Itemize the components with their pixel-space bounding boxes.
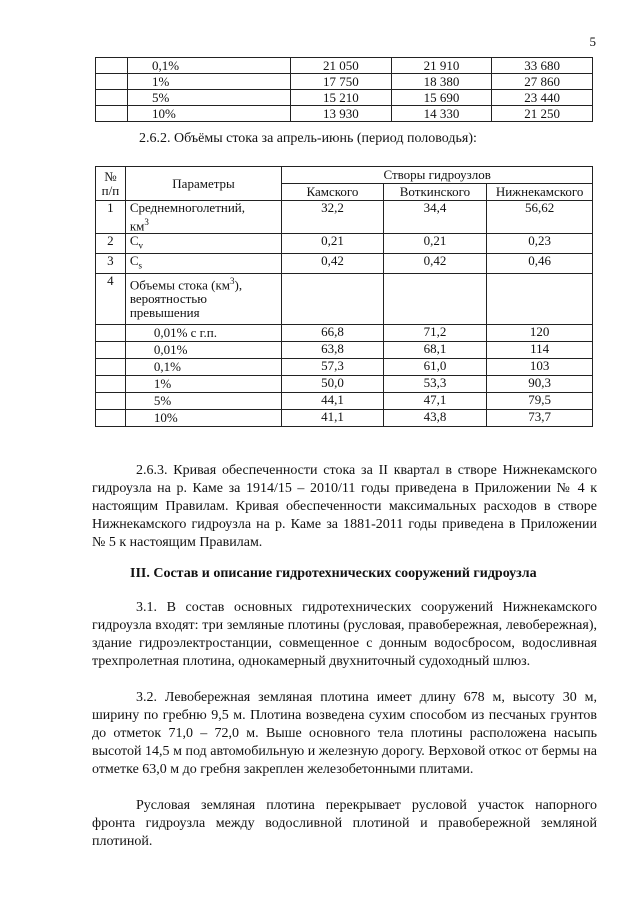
table-row: 0,01% с г.п. 66,8 71,2 120 — [96, 324, 593, 341]
table-row: 10% 41,1 43,8 73,7 — [96, 409, 593, 426]
paragraph-3-2: 3.2. Левобережная земляная плотина имеет длину 678 м, высоту 30 м, ширину по гребню 9,5 м. Плотина возведена сухим способом из песчаных грунтов до отметок 71,0 – 72,0 м. Выше основного тела плотины расположена насыпь высотой 14,5 м под автомобильную и железную дорогу. Верховой откос от бермы на отметке 63,0 м до гребня закреплен железобетонными плитами. — [92, 690, 597, 777]
table-row: 0,01% 63,8 68,1 114 — [96, 341, 593, 358]
table-row: 0,1% 21 050 21 910 33 680 — [96, 58, 593, 74]
header-kamsky: Камского — [282, 184, 383, 201]
paragraph-channel-dam: Русловая земляная плотина перекрывает русловой участок напорного фронта гидроузла между водосливной плотиной и правобережной земляной плотиной. — [92, 798, 597, 849]
param-cs: $C_s$ — [125, 253, 281, 273]
table-row: 1% 17 750 18 380 27 860 — [96, 74, 593, 90]
table-row: 5% 44,1 47,1 79,5 — [96, 392, 593, 409]
table-caption-spring-flood: 2.6.2. Объёмы стока за апрель-июнь (период половодья): — [139, 131, 477, 146]
header-votkinsky: Воткинского — [383, 184, 487, 201]
runoff-volume-table — [95, 166, 593, 427]
paragraph-3-1: 3.1. В состав основных гидротехнических сооружений Нижнекамского гидроузла входят: три земляные плотины (русловая, правобережная, левобережная), здание гидроэлектростанции, совмещенное с донным водосбросом, водосливная трехпролетная плотина, однокамерный двухниточный судоходный шлюз. — [92, 600, 597, 669]
page-number: 5 — [589, 34, 596, 49]
paragraph-2-6-3: 2.6.3. Кривая обеспеченности стока за II квартал в створе Нижнекамского гидроузла на р. Каме за 1914/15 – 2010/11 годы приведена в Приложении № 4 к настоящим Правилам. Кривая обеспеченности максимальных расходов в створе Нижнекамского гидроузла на р. Каме за 1881-2011 годы приведена в Приложении № 5 к настоящим Правилам. — [92, 463, 597, 550]
header-parameters: Параметры — [125, 167, 281, 201]
param-mean-annual: Среднемноголетний, $км^3$ — [125, 201, 281, 234]
table-row: 1% 50,0 53,3 90,3 — [96, 375, 593, 392]
param-runoff-volumes: Объемы стока $(км^3)$, вероятностью превышения — [125, 273, 281, 324]
table-row: 5% 15 210 15 690 23 440 — [96, 90, 593, 106]
table-row: 3 $C_s$ 0,42 0,42 0,46 — [96, 253, 593, 273]
param-cv: $C_v$ — [125, 234, 281, 254]
table-row: 1 Среднемноголетний, $км^3$ 32,2 34,4 56,62 — [96, 201, 593, 234]
discharge-table-continuation — [95, 57, 593, 122]
table-row: 10% 13 930 14 330 21 250 — [96, 106, 593, 122]
header-nizhnekamsky: Нижнекамского — [487, 184, 593, 201]
section-heading: III. Состав и описание гидротехнических сооружений гидроузла — [130, 566, 537, 581]
table-row: 4 Объемы стока $(км^3)$, вероятностью превышения — [96, 273, 593, 324]
table-row: 2 $C_v$ 0,21 0,21 0,23 — [96, 234, 593, 254]
header-hydro-sites: Створы гидроузлов — [282, 167, 593, 184]
table-row: 0,1% 57,3 61,0 103 — [96, 358, 593, 375]
header-number: № п/п — [96, 167, 126, 201]
